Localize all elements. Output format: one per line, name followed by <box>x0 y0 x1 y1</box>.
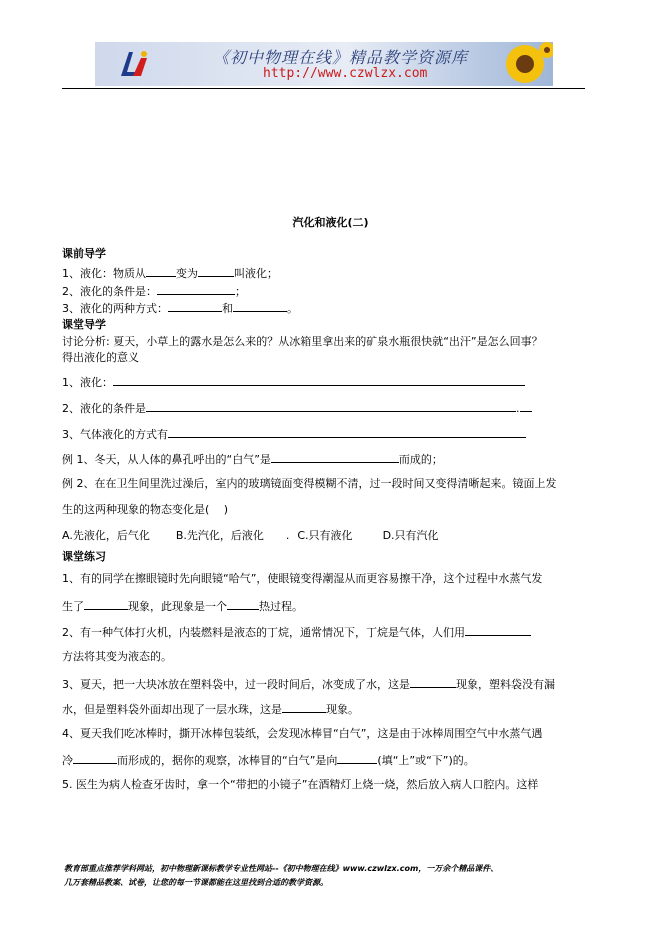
blank <box>146 400 516 412</box>
text: 现象。 <box>326 703 359 716</box>
option-b: B.先汽化，后液化 <box>175 529 264 542</box>
example-1 <box>62 451 443 467</box>
practice-2-line-1 <box>62 624 531 640</box>
text: 和 <box>222 302 233 315</box>
text: 。 <box>287 302 298 315</box>
text: (填“上”或“下”)的。 <box>377 754 475 767</box>
blank <box>520 400 532 412</box>
text: 2、有一种气体打火机，内装燃料是液态的丁烷，通常情况下，丁烷是气体，人们用 <box>62 626 465 639</box>
option-c: C.只有液化 <box>297 529 353 542</box>
text: . <box>285 529 290 542</box>
practice-1-line-1: 1、有的同学在擦眼镜时先向眼镜“哈气”，使眼镜变得潮湿从而更容易擦干净，这个过程中水蒸气发 <box>62 572 543 585</box>
example-2-options <box>62 529 439 543</box>
text: 而形成的，据你的观察，冰棒冒的“白气”是向 <box>117 754 338 767</box>
text: 生了 <box>62 600 84 613</box>
site-logo-icon <box>117 48 151 80</box>
text: 叫液化； <box>234 267 278 280</box>
banner-url[interactable]: http://www.czwlzx.com <box>263 66 428 81</box>
pre-item-1 <box>62 265 278 281</box>
blank <box>233 300 287 312</box>
section-heading-in-class: 课堂导学 <box>62 318 106 331</box>
text: 2、液化的条件是： <box>62 285 157 298</box>
text: 而成的； <box>398 453 443 466</box>
blank <box>168 426 526 438</box>
text: 现象，此现象是一个 <box>128 600 227 613</box>
text: 例 1、冬天，从人体的鼻孔呼出的“白气”是 <box>62 453 271 466</box>
blank <box>198 265 234 277</box>
example-2-line-1: 例 2、在在卫生间里洗过澡后，室内的玻璃镜面变得模糊不清，过一段时间又变得清晰起来。镜面上发 <box>62 477 557 490</box>
practice-4-line-2 <box>62 752 475 768</box>
text: 水，但是塑料袋外面却出现了一层水珠，这是 <box>62 703 282 716</box>
text: . <box>516 402 520 415</box>
practice-5-line-1: 5. 医生为病人检查牙齿时，拿一个“带把的小镜子”在酒精灯上烧一烧，然后放入病人口腔内。这样 <box>62 778 539 791</box>
option-d: D.只有汽化 <box>382 529 439 542</box>
blank <box>271 451 399 463</box>
text: 现象，塑料袋没有漏 <box>456 678 555 691</box>
pre-item-3 <box>62 300 298 316</box>
text: 1、液化：物质从 <box>62 267 146 280</box>
practice-1-line-2 <box>62 598 303 614</box>
blank <box>113 374 525 386</box>
text: 变为 <box>176 267 198 280</box>
pre-item-2 <box>62 283 246 299</box>
practice-4-line-1: 4、夏天我们吃冰棒时，撕开冰棒包装纸，会发现冰棒冒“白气”，这是由于冰棒周围空气中水蒸气遇 <box>62 727 543 740</box>
header-divider <box>62 88 585 89</box>
section-heading-practice: 课堂练习 <box>62 550 106 563</box>
text: 2、液化的条件是 <box>62 402 146 415</box>
guide-item-2 <box>62 400 532 416</box>
blank <box>157 283 235 295</box>
text: ； <box>235 285 246 298</box>
text: 1、液化： <box>62 376 113 389</box>
banner-title: 《初中物理在线》精品教学资源库 <box>213 48 469 67</box>
footer-line-1: 教育部重点推荐学科网站，初中物理新课标教学专业性网站--《初中物理在线》www.czwlzx.com，一万余个精品课件、 <box>64 864 499 873</box>
blank <box>168 300 222 312</box>
sunflower-icon <box>481 42 553 86</box>
page-title: 汽化和液化(二) <box>292 216 369 229</box>
option-a: A.先液化，后气化 <box>62 529 150 542</box>
practice-3-line-2 <box>62 701 359 717</box>
discussion-line-1: 讨论分析: 夏天，小草上的露水是怎么来的？从冰箱里拿出来的矿泉水瓶很快就“出汗”是怎么回事？ <box>62 335 543 348</box>
blank <box>410 676 456 688</box>
section-heading-pre-class: 课前导学 <box>62 247 106 260</box>
blank <box>227 598 259 610</box>
practice-3-line-1 <box>62 676 555 692</box>
footer-line-2: 几万套精品教案、试卷，让您的每一节课都能在这里找到合适的教学资源。 <box>64 878 328 887</box>
guide-item-1 <box>62 374 525 390</box>
text: 热过程。 <box>259 600 303 613</box>
text: 冷 <box>62 754 73 767</box>
text: 3、气体液化的方式有 <box>62 428 168 441</box>
text: 3、液化的两种方式： <box>62 302 168 315</box>
blank <box>465 624 531 636</box>
blank <box>282 701 326 713</box>
text: 3、夏天，把一大块冰放在塑料袋中，过一段时间后，冰变成了水，这是 <box>62 678 410 691</box>
blank <box>73 752 117 764</box>
blank <box>337 752 377 764</box>
practice-2-line-2: 方法将其变为液态的。 <box>62 650 172 663</box>
discussion-line-2: 得出液化的意义 <box>62 351 139 364</box>
header-banner <box>95 42 553 86</box>
blank <box>84 598 128 610</box>
guide-item-3 <box>62 426 526 442</box>
example-2-line-2: 生的这两种现象的物态变化是( ) <box>62 503 229 516</box>
blank <box>146 265 176 277</box>
